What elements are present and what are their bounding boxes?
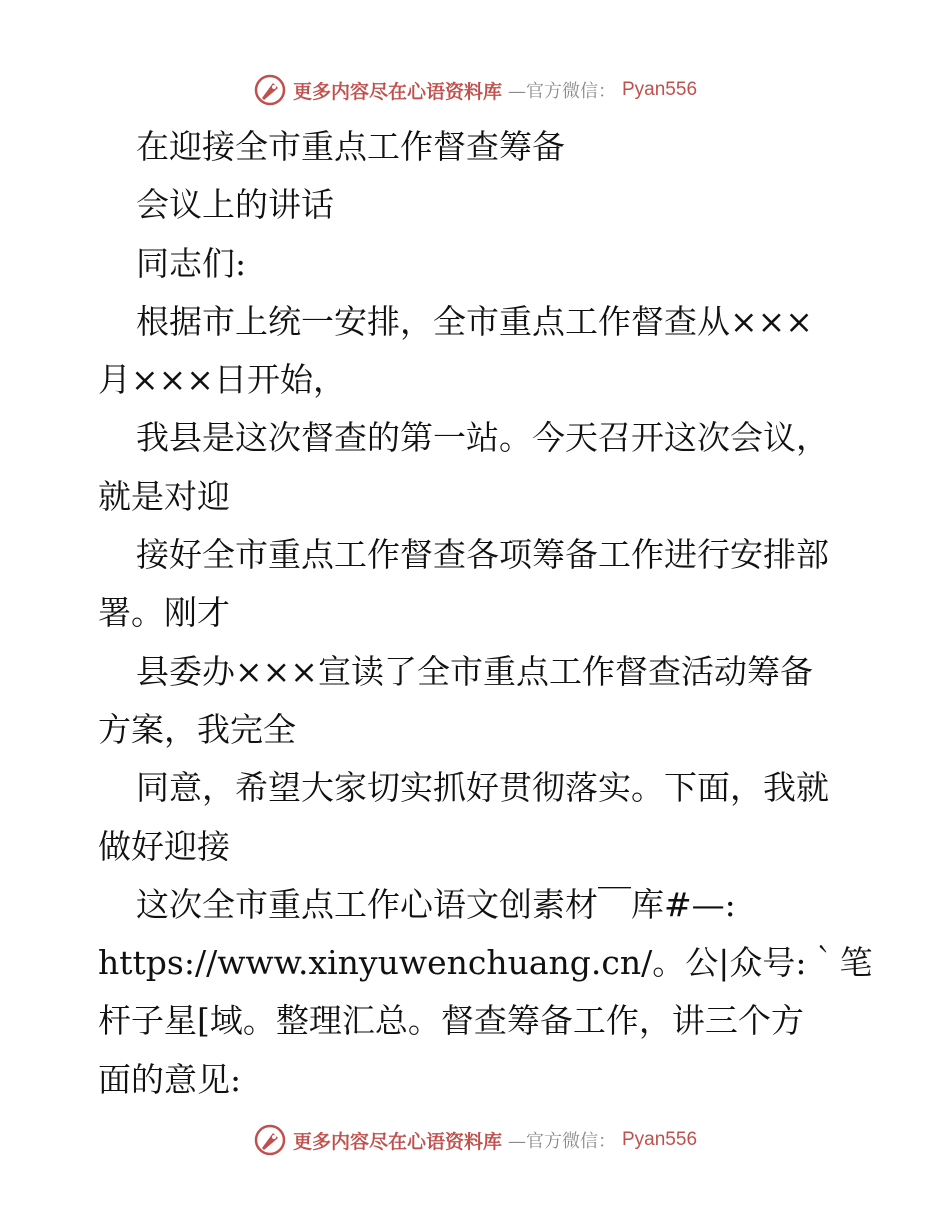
- text-line: 会议上的讲话: [136, 185, 334, 225]
- text-line: https://www.xinyuwenchuang.cn/。公|众号:｀笔: [98, 943, 873, 983]
- text-line: 在迎接全市重点工作督查筹备: [136, 127, 565, 166]
- pen-nib-logo-icon: [253, 1123, 287, 1157]
- text-line: 署。刚才: [98, 593, 230, 633]
- text-line: 月×××日开始，: [98, 360, 346, 400]
- banner-id-text: Pyan556: [622, 1129, 698, 1150]
- document-body: [98, 118, 873, 1109]
- text-line: 这次全市重点工作心语文创素材￣库#—:: [136, 884, 736, 924]
- text-line: 做好迎接: [98, 826, 230, 866]
- banner-red-text: 更多内容尽在心语资料库: [292, 1130, 502, 1153]
- footer-banner: [0, 1120, 950, 1160]
- banner-id-text: Pyan556: [622, 79, 698, 100]
- text-line: 同志们:: [136, 243, 247, 283]
- text-line: 杆子星[域。整理汇总。督查筹备工作，讲三个方: [98, 1001, 804, 1041]
- text-line: 县委办×××宣读了全市重点工作督查活动筹备: [136, 651, 813, 691]
- banner-red-text: 更多内容尽在心语资料库: [292, 80, 502, 103]
- banner-gray-text: —官方微信：: [508, 1131, 616, 1152]
- pen-nib-logo-icon: [253, 73, 287, 107]
- text-line: 根据市上统一安排，全市重点工作督查从×××: [136, 301, 813, 341]
- banner-gray-text: —官方微信：: [508, 81, 616, 102]
- text-line: 同意，希望大家切实抓好贯彻落实。下面，我就: [136, 768, 829, 808]
- text-line: 接好全市重点工作督查各项筹备工作进行安排部: [136, 535, 829, 575]
- text-line: 就是对迎: [98, 476, 230, 516]
- text-line: 方案，我完全: [98, 709, 296, 749]
- header-banner: [0, 70, 950, 110]
- text-line: 我县是这次督查的第一站。今天召开这次会议，: [136, 418, 829, 458]
- text-line: 面的意见:: [98, 1059, 242, 1099]
